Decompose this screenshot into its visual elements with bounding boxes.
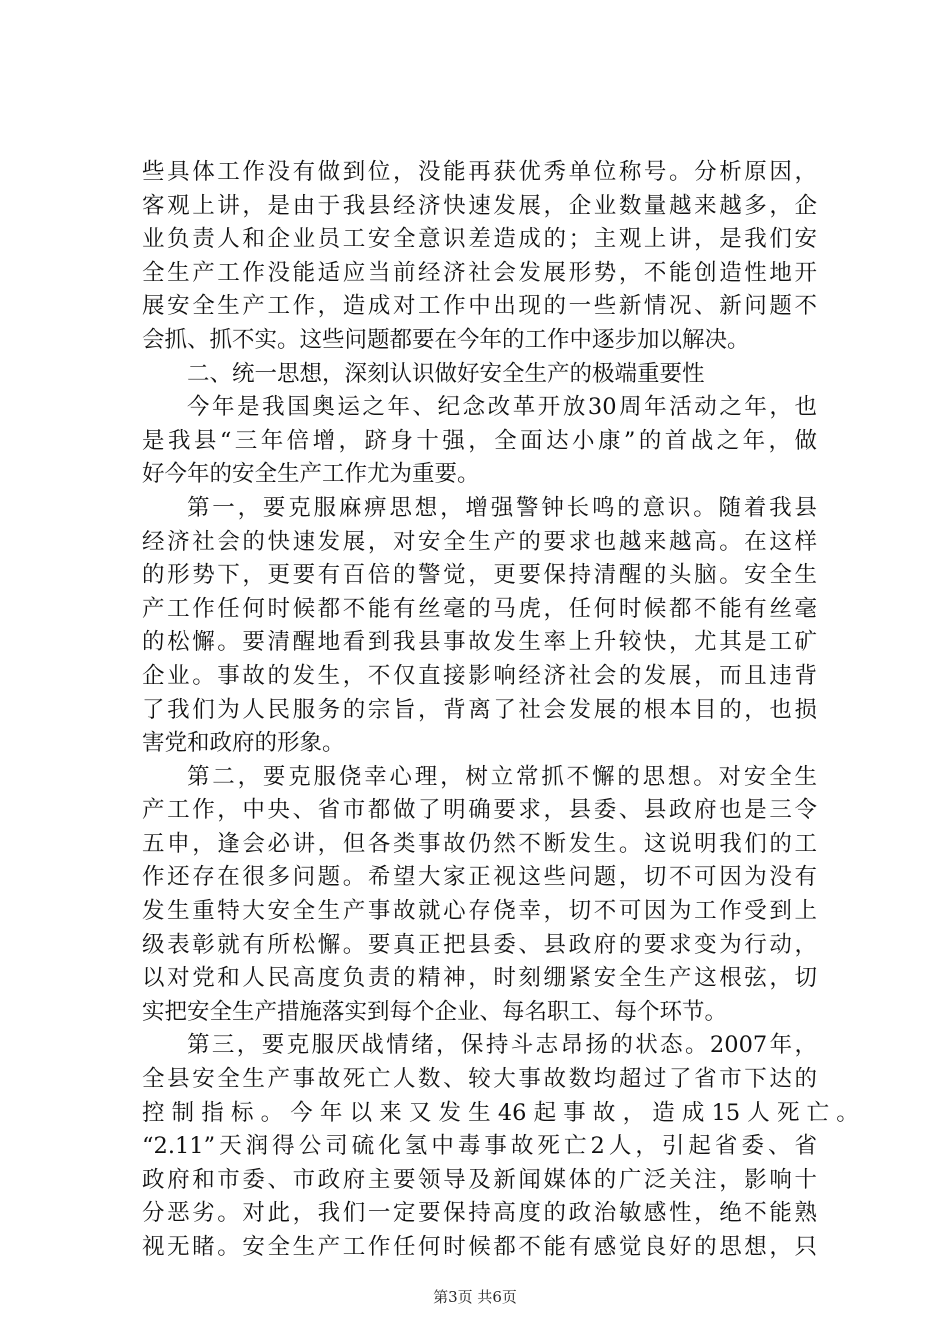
text-line: 些具体工作没有做到位，没能再获优秀单位称号。分析原因，: [142, 159, 817, 185]
text-line: 的松懈。要清醒地看到我县事故发生率上升较快，尤其是工矿: [142, 629, 817, 656]
text-line: 发生重特大安全生产事故就心存侥幸，切不可因为工作受到上: [142, 898, 817, 925]
text-line: 第二，要克服侥幸心理，树立常抓不懈的思想。对安全生: [187, 763, 817, 790]
text-line: 是我县“三年倍增，跻身十强，全面达小康”的首战之年，做: [142, 427, 817, 454]
text-line: 第三，要克服厌战情绪，保持斗志昂扬的状态。2007年，: [187, 1032, 817, 1059]
text-line: 产工作任何时候都不能有丝毫的马虎，任何时候都不能有丝毫: [142, 595, 817, 622]
page-footer: 第3页 共6页: [433, 1288, 517, 1306]
text-line: 二、统一思想，深刻认识做好安全生产的极端重要性: [187, 360, 705, 387]
text-line: 实把安全生产措施落实到每个企业、每名职工、每个环节。: [142, 998, 728, 1025]
text-line: 经济社会的快速发展，对安全生产的要求也越来越高。在这样: [142, 528, 817, 555]
text-line: 产工作，中央、省市都做了明确要求，县委、县政府也是三令: [142, 797, 817, 824]
text-line: 企业。事故的发生，不仅直接影响经济社会的发展，而且违背: [142, 662, 817, 689]
text-line: 全生产工作没能适应当前经济社会发展形势，不能创造性地开: [142, 259, 817, 286]
text-line: 分恶劣。对此，我们一定要保持高度的政治敏感性，绝不能熟: [142, 1200, 817, 1227]
text-line: 业负责人和企业员工安全意识差造成的；主观上讲，是我们安: [142, 226, 817, 253]
text-line: 全县安全生产事故死亡人数、较大事故数均超过了省市下达的: [142, 1066, 817, 1093]
body-text: [142, 156, 859, 1265]
text-line: 今年是我国奥运之年、纪念改革开放30周年活动之年，也: [187, 394, 817, 421]
text-line: 害党和政府的形象。: [142, 730, 345, 757]
text-line: 第一，要克服麻痹思想，增强警钟长鸣的意识。随着我县: [187, 494, 817, 521]
text-line: 好今年的安全生产工作尤为重要。: [142, 461, 480, 488]
text-line: 作还存在很多问题。希望大家正视这些问题，切不可因为没有: [142, 864, 817, 891]
text-line: “2.11”天润得公司硫化氢中毒事故死亡2人，引起省委、省: [142, 1133, 817, 1160]
text-line: 会抓、抓不实。这些问题都要在今年的工作中逐步加以解决。: [142, 326, 750, 353]
text-line: 以对党和人民高度负责的精神，时刻绷紧安全生产这根弦，切: [142, 965, 817, 992]
text-line: 政府和市委、市政府主要领导及新闻媒体的广泛关注，影响十: [142, 1166, 817, 1193]
text-line: 级表彰就有所松懈。要真正把县委、县政府的要求变为行动，: [142, 931, 817, 958]
text-line: 控 制 指 标 。 今 年 以 来 又 发 生 46 起 事 故 ， 造 成 15 人 死 亡 。: [142, 1099, 859, 1126]
text-line: 五申，逢会必讲，但各类事故仍然不断发生。这说明我们的工: [142, 830, 817, 857]
text-line: 了我们为人民服务的宗旨，背离了社会发展的根本目的，也损: [142, 696, 817, 723]
text-line: 的形势下，更要有百倍的警觉，更要保持清醒的头脑。安全生: [142, 562, 817, 589]
text-line: 客观上讲，是由于我县经济快速发展，企业数量越来越多，企: [142, 192, 817, 219]
text-line: 展安全生产工作，造成对工作中出现的一些新情况、新问题不: [142, 293, 817, 320]
text-line: 视无睹。安全生产工作任何时候都不能有感觉良好的思想，只: [142, 1234, 817, 1260]
